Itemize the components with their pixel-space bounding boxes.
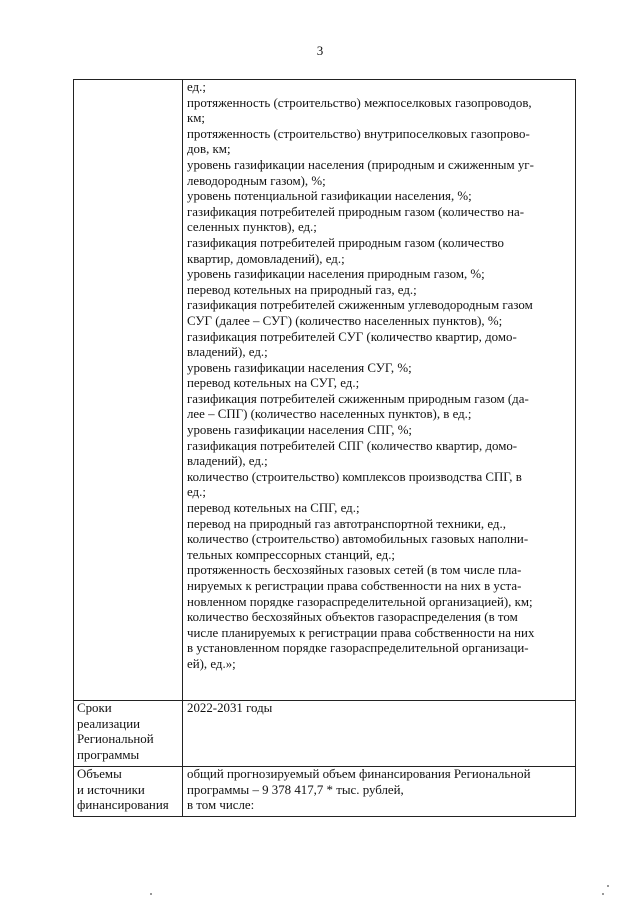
- indicator-line: квартир, домовладений), ед.;: [187, 251, 345, 266]
- indicator-line: леводородным газом), %;: [187, 173, 326, 188]
- indicator-line: перевод на природный газ автотранспортной техники, ед.,: [187, 516, 506, 531]
- indicator-line: ед.;: [187, 80, 206, 94]
- indicator-line: числе планируемых к регистрации права собственности на них: [187, 625, 535, 640]
- indicator-line: количество (строительство) комплексов производства СПГ, в: [187, 469, 522, 484]
- label-line: программы: [77, 747, 140, 762]
- scan-speck: [607, 885, 609, 887]
- indicator-line: газификация потребителей природным газом (количество на-: [187, 204, 525, 219]
- indicators-label-cell: [74, 80, 183, 701]
- indicator-line: СУГ (далее – СУГ) (количество населенных пунктов), %;: [187, 313, 503, 328]
- terms-label: [74, 701, 182, 763]
- label-line: Сроки: [77, 701, 112, 715]
- indicator-line: перевод котельных на природный газ, ед.;: [187, 282, 417, 297]
- funding-value-cell: [183, 767, 576, 817]
- label-line: Объемы: [77, 767, 122, 781]
- indicator-line: газификация потребителей СУГ (количество квартир, домо-: [187, 329, 517, 344]
- scan-speck: [150, 893, 152, 895]
- indicators-cell: [183, 80, 576, 701]
- scan-speck: [602, 893, 604, 895]
- indicator-line: нируемых к регистрации права собственности на них в уста-: [187, 579, 522, 593]
- indicator-line: владений), ед.;: [187, 454, 268, 469]
- indicator-line: протяженность бесхозяйных газовых сетей (в том числе пла-: [187, 563, 522, 578]
- label-line: и источники: [77, 782, 145, 797]
- indicators-row: [74, 80, 576, 701]
- indicator-line: протяженность (строительство) межпоселковых газопроводов,: [187, 95, 532, 110]
- indicator-line: газификация потребителей сжиженным природным газом (да-: [187, 391, 529, 406]
- indicator-line: уровень газификации населения СПГ, %;: [187, 423, 413, 438]
- indicator-line: селенных пунктов), ед.;: [187, 220, 317, 235]
- terms-row: [74, 701, 576, 767]
- indicator-line: тельных компрессорных станций, ед.;: [187, 547, 395, 562]
- indicator-line: ей), ед.»;: [187, 656, 236, 671]
- indicator-line: уровень газификации населения СУГ, %;: [187, 360, 412, 375]
- indicator-line: перевод котельных на СПГ, ед.;: [187, 501, 360, 516]
- indicator-line: протяженность (строительство) внутрипоселковых газопрово-: [187, 126, 530, 141]
- indicator-line: количество бесхозяйных объектов газораспределения (в том: [187, 610, 518, 625]
- indicator-line: в установленном порядке газораспределительной организаци-: [187, 641, 529, 656]
- label-line: Региональной: [77, 732, 154, 747]
- funding-label: [74, 767, 182, 814]
- terms-label-cell: [74, 701, 183, 767]
- indicator-line: дов, км;: [187, 142, 231, 157]
- indicator-line: уровень газификации населения природным газом, %;: [187, 267, 485, 282]
- indicator-line: уровень газификации населения (природным и сжиженным уг-: [187, 157, 534, 172]
- funding-line: программы – 9 378 417,7 * тыс. рублей,: [187, 782, 404, 797]
- indicator-line: лее – СПГ) (количество населенных пунктов), в ед.;: [187, 407, 472, 422]
- funding-line: общий прогнозируемый объем финансирования Региональной: [187, 767, 531, 781]
- terms-value-cell: [183, 701, 576, 767]
- indicator-line: количество (строительство) автомобильных газовых наполни-: [187, 532, 529, 547]
- funding-row: [74, 767, 576, 817]
- page-number: 3: [316, 43, 324, 58]
- indicator-line: газификация потребителей сжиженным углеводородным газом: [187, 298, 533, 313]
- indicator-line: перевод котельных на СУГ, ед.;: [187, 376, 360, 391]
- indicator-line: газификация потребителей СПГ (количество квартир, домо-: [187, 438, 518, 453]
- label-line: реализации: [77, 716, 140, 731]
- passport-table: [73, 79, 576, 817]
- label-line: финансирования: [77, 798, 169, 813]
- indicator-line: уровень потенциальной газификации населения, %;: [187, 189, 472, 204]
- funding-value: [183, 767, 575, 814]
- indicator-line: ед.;: [187, 485, 206, 500]
- indicator-line: км;: [187, 111, 206, 126]
- indicator-line: новленном порядке газораспределительной организацией), км;: [187, 594, 533, 609]
- funding-label-cell: [74, 767, 183, 817]
- indicators-text: [183, 80, 575, 673]
- funding-line: в том числе:: [187, 798, 255, 813]
- indicator-line: владений), ед.;: [187, 345, 268, 360]
- terms-value: 2022-2031 годы: [187, 701, 273, 715]
- indicator-line: газификация потребителей природным газом (количество: [187, 235, 504, 250]
